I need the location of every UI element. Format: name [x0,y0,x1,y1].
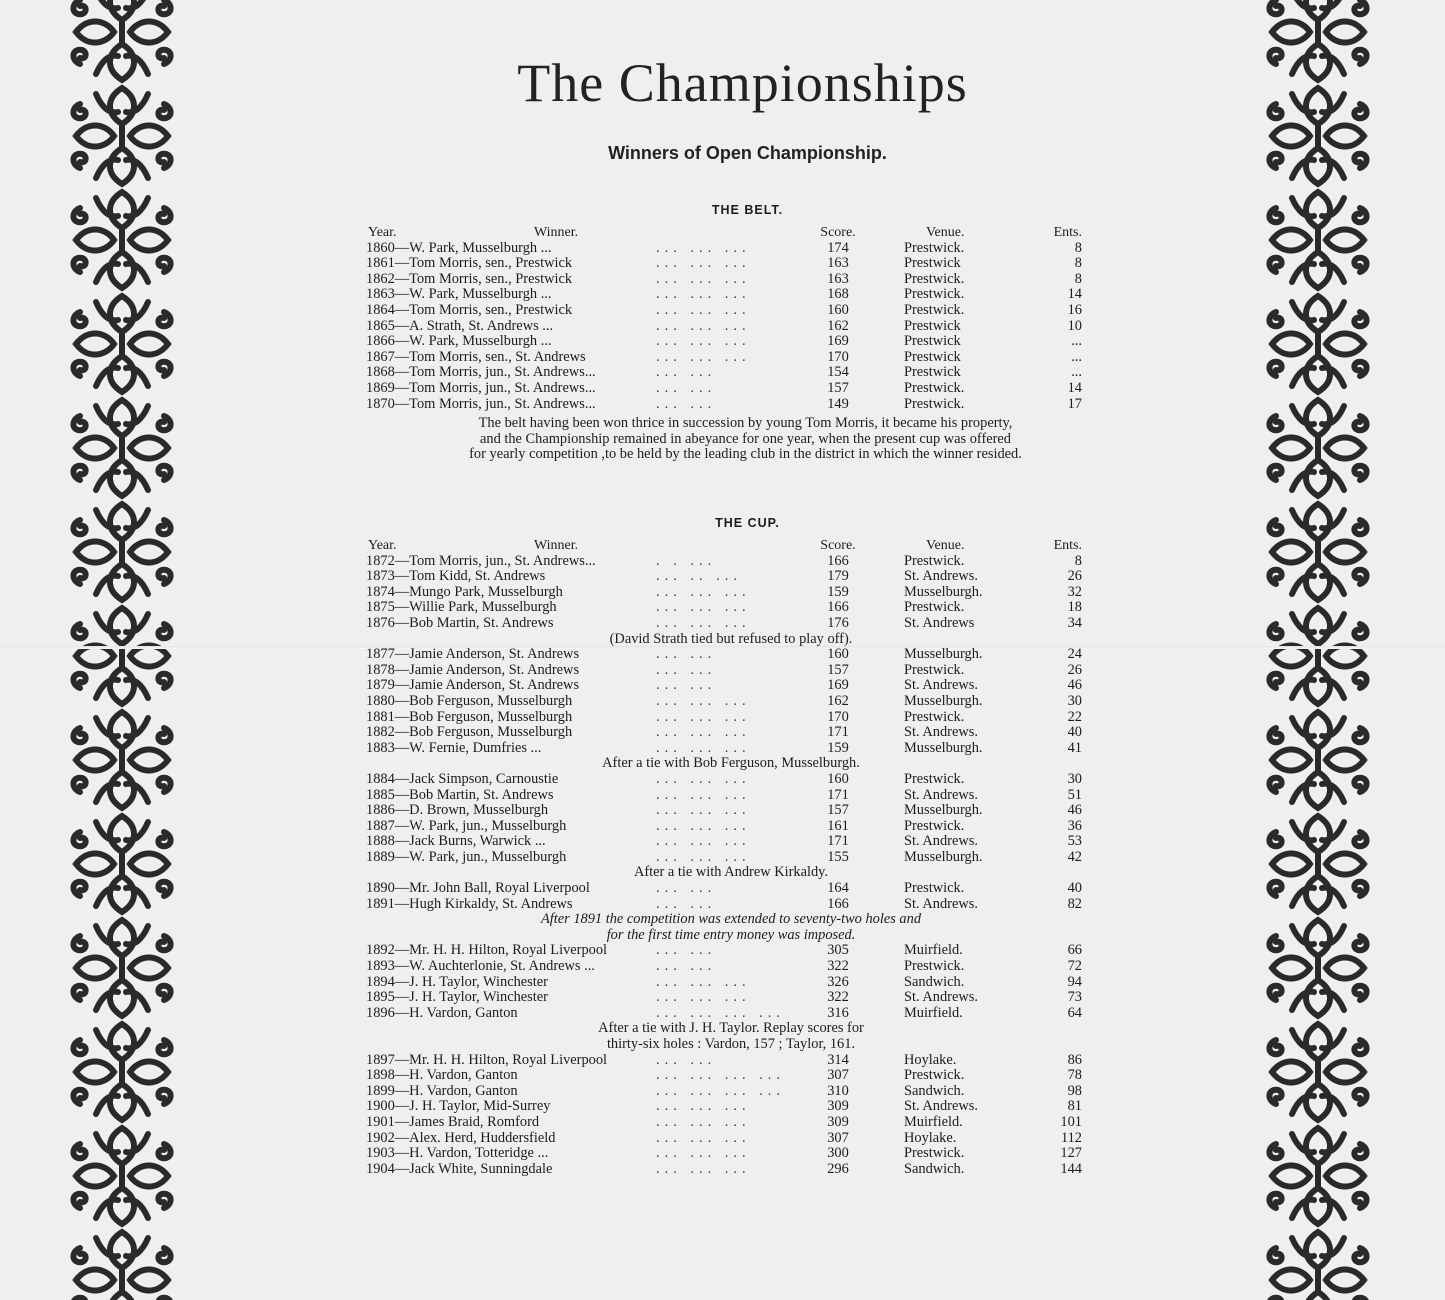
year-winner-cell: 1904—Jack White, Sunningdale [366,1160,553,1177]
year-winner-cell: 1893—W. Auchterlonie, St. Andrews ... [366,958,595,975]
entries-cell: 40 [1067,880,1082,897]
cup-section-title: THE CUP. [715,516,780,530]
table-row [366,741,1096,757]
venue-cell: Prestwick. [904,880,965,897]
table-row [366,365,1096,381]
belt-table [366,225,1096,412]
leader-dots: ... ... ... ... [656,1004,785,1021]
year-winner-cell: 1863—W. Park, Musselburgh ... [366,286,552,303]
leader-dots: ... ... ... [656,286,751,303]
table-note: After a tie with Bob Ferguson, Musselburgh. [602,755,860,772]
score-cell: 316 [827,1004,849,1021]
year-winner-cell: 1865—A. Strath, St. Andrews ... [366,317,554,334]
entries-cell: 18 [1067,599,1082,616]
header-year: Year. [368,538,397,553]
leader-dots: ... ... [656,1051,717,1068]
year-winner-cell: 1888—Jack Burns, Warwick ... [366,833,546,850]
entries-cell: 8 [1074,552,1082,569]
table-row [366,710,1096,726]
leader-dots: ... ... ... [656,848,751,865]
year-winner-cell: 1876—Bob Martin, St. Andrews [366,614,554,631]
leader-dots: ... ... ... [656,239,751,256]
year-winner-cell: 1878—Jamie Anderson, St. Andrews [366,661,580,678]
right-border-pattern [1262,0,1374,1300]
year-winner-cell: 1869—Tom Morris, jun., St. Andrews... [366,379,596,396]
leader-dots: ... ... [656,661,717,678]
table-row [366,1084,1096,1100]
leader-dots: ... ... [656,646,717,663]
entries-cell: ... [1071,364,1082,381]
venue-cell: Sandwich. [904,1160,965,1177]
header-venue: Venue. [926,225,965,240]
score-cell: 300 [827,1145,849,1162]
leader-dots: ... ... [656,880,717,897]
score-cell: 160 [827,770,849,787]
year-winner-cell: 1866—W. Park, Musselburgh ... [366,333,552,350]
entries-cell: 36 [1067,817,1082,834]
entries-cell: 8 [1074,239,1082,256]
leader-dots: ... ... ... [656,739,751,756]
table-row [366,943,1096,959]
venue-cell: Prestwick [904,333,961,350]
header-ents: Ents. [1053,538,1082,553]
leader-dots: ... ... [656,895,717,912]
belt-table-header [366,225,1096,241]
entries-cell: 86 [1067,1051,1082,1068]
leader-dots: ... ... [656,395,717,412]
belt-paragraph-line: and the Championship remained in abeyance for one year, when the present cup was offered [479,430,1011,447]
score-cell: 160 [827,301,849,318]
venue-cell: Hoylake. [904,1051,957,1068]
venue-cell: St. Andrews. [904,989,978,1006]
table-row [366,647,1096,663]
table-row [366,303,1096,319]
entries-cell: 127 [1060,1145,1082,1162]
header-year: Year. [368,225,397,240]
score-cell: 162 [827,692,849,709]
year-winner-cell: 1903—H. Vardon, Totteridge ... [366,1145,549,1162]
cup-table [366,538,1096,1177]
year-winner-cell: 1897—Mr. H. H. Hilton, Royal Liverpool [366,1051,608,1068]
score-cell: 171 [827,833,849,850]
entries-cell: 81 [1067,1098,1082,1115]
entries-cell: 112 [1060,1129,1082,1146]
leader-dots: ... .. ... [656,568,742,585]
year-winner-cell: 1875—Willie Park, Musselburgh [366,599,557,616]
venue-cell: Prestwick. [904,708,965,725]
score-cell: 157 [827,379,849,396]
score-cell: 166 [827,599,849,616]
table-row [366,694,1096,710]
year-winner-cell: 1883—W. Fernie, Dumfries ... [366,739,542,756]
header-venue: Venue. [926,538,965,553]
table-row [366,678,1096,694]
venue-cell: St. Andrews. [904,786,978,803]
venue-cell: St. Andrews. [904,677,978,694]
score-cell: 169 [827,677,849,694]
table-row [366,663,1096,679]
entries-cell: 30 [1067,770,1082,787]
entries-cell: 26 [1067,661,1082,678]
leader-dots: ... ... ... [656,270,751,287]
table-note: After 1891 the competition was extended to seventy-two holes and [540,911,922,928]
score-cell: 159 [827,739,849,756]
score-cell: 326 [827,973,849,990]
right-ornamental-border [1262,0,1374,1300]
table-row [366,975,1096,991]
leader-dots: ... ... ... [656,973,751,990]
table-row [366,1099,1096,1115]
year-winner-cell: 1892—Mr. H. H. Hilton, Royal Liverpool [366,942,608,959]
leader-dots: ... ... ... [656,817,751,834]
leader-dots: ... ... ... ... [656,1082,785,1099]
year-winner-cell: 1890—Mr. John Ball, Royal Liverpool [366,880,590,897]
score-cell: 149 [827,395,849,412]
score-cell: 322 [827,958,849,975]
year-winner-cell: 1885—Bob Martin, St. Andrews [366,786,554,803]
year-winner-cell: 1862—Tom Morris, sen., Prestwick [366,270,573,287]
entries-cell: 51 [1067,786,1082,803]
table-row [366,600,1096,616]
entries-cell: 94 [1067,973,1082,990]
score-cell: 169 [827,333,849,350]
table-row [366,319,1096,335]
entries-cell: 40 [1067,724,1082,741]
entries-cell: 34 [1067,614,1082,631]
score-cell: 155 [827,848,849,865]
score-cell: 157 [827,802,849,819]
score-cell: 296 [827,1160,849,1177]
year-winner-cell: 1898—H. Vardon, Ganton [366,1067,518,1084]
venue-cell: St. Andrews [904,614,975,631]
score-cell: 170 [827,708,849,725]
table-row [366,272,1096,288]
score-cell: 314 [827,1051,849,1068]
entries-cell: 17 [1067,395,1082,412]
entries-cell: 73 [1067,989,1082,1006]
leader-dots: ... ... [656,379,717,396]
header-winner: Winner. [534,225,579,240]
score-cell: 309 [827,1098,849,1115]
entries-cell: 144 [1060,1160,1082,1177]
venue-cell: Prestwick. [904,239,965,256]
score-cell: 307 [827,1067,849,1084]
entries-cell: 41 [1067,739,1082,756]
entries-cell: ... [1071,333,1082,350]
score-cell: 170 [827,348,849,365]
entries-cell: 30 [1067,692,1082,709]
table-row [366,850,1096,866]
table-row [366,1131,1096,1147]
table-row [366,334,1096,350]
table-row [366,1006,1096,1022]
venue-cell: Prestwick. [904,1145,965,1162]
header-ents: Ents. [1053,225,1082,240]
table-row [366,287,1096,303]
entries-cell: 32 [1067,583,1082,600]
leader-dots: ... ... ... [656,1129,751,1146]
table-row [366,1053,1096,1069]
year-winner-cell: 1874—Mungo Park, Musselburgh [366,583,563,600]
score-cell: 162 [827,317,849,334]
table-row [366,1115,1096,1131]
leader-dots: ... ... ... [656,1160,751,1177]
table-row [366,788,1096,804]
leader-dots: . . ... [656,552,717,569]
entries-cell: ... [1071,348,1082,365]
leader-dots: ... ... ... [656,583,751,600]
venue-cell: Prestwick. [904,301,965,318]
table-row [366,772,1096,788]
belt-paragraph-line: for yearly competition ,to be held by the leading club in the district in which the winner resided. [469,446,1022,463]
cup-rows [366,554,1096,1178]
year-winner-cell: 1880—Bob Ferguson, Musselburgh [366,692,573,709]
entries-cell: 53 [1067,833,1082,850]
year-winner-cell: 1872—Tom Morris, jun., St. Andrews... [366,552,596,569]
entries-cell: 98 [1067,1082,1082,1099]
table-row [366,990,1096,1006]
table-note: for the first time entry money was imposed. [606,926,856,943]
venue-cell: Prestwick. [904,552,965,569]
score-cell: 322 [827,989,849,1006]
year-winner-cell: 1902—Alex. Herd, Huddersfield [366,1129,556,1146]
table-row [366,256,1096,272]
score-cell: 154 [827,364,849,381]
leader-dots: ... ... ... [656,317,751,334]
venue-cell: Muirfield. [904,942,963,959]
left-border-pattern [66,0,178,1300]
table-row [366,1068,1096,1084]
year-winner-cell: 1877—Jamie Anderson, St. Andrews [366,646,580,663]
leader-dots: ... ... ... [656,708,751,725]
year-winner-cell: 1900—J. H. Taylor, Mid-Surrey [366,1098,551,1115]
venue-cell: Hoylake. [904,1129,957,1146]
entries-cell: 72 [1067,958,1082,975]
venue-cell: Sandwich. [904,973,965,990]
table-row [366,803,1096,819]
header-score: Score. [820,538,856,553]
page-title: The Championships [517,53,968,113]
leader-dots: ... ... ... [656,333,751,350]
entries-cell: 8 [1074,255,1082,272]
venue-cell: Prestwick. [904,379,965,396]
venue-cell: Prestwick. [904,270,965,287]
score-cell: 309 [827,1113,849,1130]
score-cell: 157 [827,661,849,678]
leader-dots: ... ... ... [656,1113,751,1130]
venue-cell: Prestwick. [904,1067,965,1084]
score-cell: 174 [827,239,849,256]
table-row [366,819,1096,835]
leader-dots: ... ... ... [656,599,751,616]
leader-dots: ... ... ... [656,1145,751,1162]
table-row [366,725,1096,741]
year-winner-cell: 1891—Hugh Kirkaldy, St. Andrews [366,895,573,912]
venue-cell: Prestwick [904,364,961,381]
venue-cell: Musselburgh. [904,646,983,663]
leader-dots: ... ... ... [656,989,751,1006]
score-cell: 166 [827,552,849,569]
leader-dots: ... ... ... [656,770,751,787]
year-winner-cell: 1884—Jack Simpson, Carnoustie [366,770,559,787]
venue-cell: Prestwick [904,317,961,334]
year-winner-cell: 1895—J. H. Taylor, Winchester [366,989,548,1006]
entries-cell: 16 [1067,301,1082,318]
entries-cell: 24 [1067,646,1082,663]
belt-paragraph-line: The belt having been won thrice in succession by young Tom Morris, it became his property, [478,415,1013,431]
entries-cell: 22 [1067,708,1082,725]
score-cell: 176 [827,614,849,631]
leader-dots: ... ... ... [656,802,751,819]
header-score: Score. [820,225,856,240]
score-cell: 171 [827,724,849,741]
venue-cell: St. Andrews. [904,568,978,585]
year-winner-cell: 1896—H. Vardon, Ganton [366,1004,518,1021]
entries-cell: 101 [1060,1113,1082,1130]
table-row [366,397,1096,413]
year-winner-cell: 1867—Tom Morris, sen., St. Andrews [366,348,586,365]
venue-cell: Muirfield. [904,1113,963,1130]
leader-dots: ... ... ... ... [656,1067,785,1084]
venue-cell: St. Andrews. [904,833,978,850]
leader-dots: ... ... ... [656,833,751,850]
entries-cell: 66 [1067,942,1082,959]
score-cell: 166 [827,895,849,912]
venue-cell: Muirfield. [904,1004,963,1021]
venue-cell: Musselburgh. [904,739,983,756]
score-cell: 307 [827,1129,849,1146]
venue-cell: Prestwick. [904,770,965,787]
venue-cell: Musselburgh. [904,848,983,865]
year-winner-cell: 1873—Tom Kidd, St. Andrews [366,568,546,585]
table-note: (David Strath tied but refused to play off). [609,630,853,647]
table-row [366,381,1096,397]
leader-dots: ... ... ... [656,692,751,709]
venue-cell: Musselburgh. [904,583,983,600]
year-winner-cell: 1860—W. Park, Musselburgh ... [366,239,552,256]
venue-cell: Musselburgh. [904,692,983,709]
score-cell: 163 [827,255,849,272]
leader-dots: ... ... ... [656,614,751,631]
table-row [366,1146,1096,1162]
belt-section-title: THE BELT. [711,203,784,217]
left-ornamental-border [66,0,178,1300]
table-row [366,554,1096,570]
year-winner-cell: 1901—James Braid, Romford [366,1113,540,1130]
venue-cell: Prestwick [904,255,961,272]
score-cell: 164 [827,880,849,897]
score-cell: 159 [827,583,849,600]
year-winner-cell: 1868—Tom Morris, jun., St. Andrews... [366,364,596,381]
year-winner-cell: 1881—Bob Ferguson, Musselburgh [366,708,573,725]
year-winner-cell: 1870—Tom Morris, jun., St. Andrews... [366,395,596,412]
leader-dots: ... ... [656,942,717,959]
venue-cell: Prestwick [904,348,961,365]
year-winner-cell: 1886—D. Brown, Musselburgh [366,802,549,819]
cup-table-header [366,538,1096,554]
entries-cell: 46 [1067,677,1082,694]
year-winner-cell: 1887—W. Park, jun., Musselburgh [366,817,567,834]
year-winner-cell: 1864—Tom Morris, sen., Prestwick [366,301,573,318]
entries-cell: 46 [1067,802,1082,819]
entries-cell: 82 [1067,895,1082,912]
year-winner-cell: 1899—H. Vardon, Ganton [366,1082,518,1099]
table-row [366,897,1096,913]
table-row [366,881,1096,897]
score-cell: 160 [827,646,849,663]
header-winner: Winner. [534,538,579,553]
venue-cell: Sandwich. [904,1082,965,1099]
entries-cell: 42 [1067,848,1082,865]
entries-cell: 10 [1067,317,1082,334]
table-row [366,569,1096,585]
table-row [366,616,1096,632]
table-note: After a tie with J. H. Taylor. Replay scores for [598,1020,864,1037]
year-winner-cell: 1882—Bob Ferguson, Musselburgh [366,724,573,741]
leader-dots: ... ... ... [656,724,751,741]
score-cell: 171 [827,786,849,803]
table-row [366,350,1096,366]
leader-dots: ... ... ... [656,1098,751,1115]
venue-cell: Prestwick. [904,958,965,975]
belt-rows [366,241,1096,413]
entries-cell: 26 [1067,568,1082,585]
venue-cell: Musselburgh. [904,802,983,819]
venue-cell: Prestwick. [904,661,965,678]
score-cell: 310 [827,1082,849,1099]
table-row [366,959,1096,975]
venue-cell: Prestwick. [904,395,965,412]
table-row [366,834,1096,850]
leader-dots: ... ... ... [656,255,751,272]
venue-cell: St. Andrews. [904,1098,978,1115]
leader-dots: ... ... [656,958,717,975]
table-row [366,1162,1096,1178]
leader-dots: ... ... [656,364,717,381]
year-winner-cell: 1861—Tom Morris, sen., Prestwick [366,255,573,272]
score-cell: 168 [827,286,849,303]
entries-cell: 78 [1067,1067,1082,1084]
leader-dots: ... ... ... [656,786,751,803]
score-cell: 305 [827,942,849,959]
entries-cell: 14 [1067,286,1082,303]
venue-cell: St. Andrews. [904,724,978,741]
year-winner-cell: 1889—W. Park, jun., Musselburgh [366,848,567,865]
table-row [366,241,1096,257]
venue-cell: Prestwick. [904,599,965,616]
table-row [366,585,1096,601]
belt-explanation [378,416,1113,463]
score-cell: 163 [827,270,849,287]
page-subtitle: Winners of Open Championship. [608,143,887,163]
venue-cell: Prestwick. [904,286,965,303]
entries-cell: 8 [1074,270,1082,287]
venue-cell: Prestwick. [904,817,965,834]
venue-cell: St. Andrews. [904,895,978,912]
score-cell: 161 [827,817,849,834]
score-cell: 179 [827,568,849,585]
entries-cell: 14 [1067,379,1082,396]
table-note: After a tie with Andrew Kirkaldy. [633,864,829,881]
leader-dots: ... ... [656,677,717,694]
entries-cell: 64 [1067,1004,1082,1021]
year-winner-cell: 1879—Jamie Anderson, St. Andrews [366,677,580,694]
table-note: thirty-six holes : Vardon, 157 ; Taylor, 161. [606,1036,856,1052]
leader-dots: ... ... ... [656,348,751,365]
year-winner-cell: 1894—J. H. Taylor, Winchester [366,973,548,990]
leader-dots: ... ... ... [656,301,751,318]
